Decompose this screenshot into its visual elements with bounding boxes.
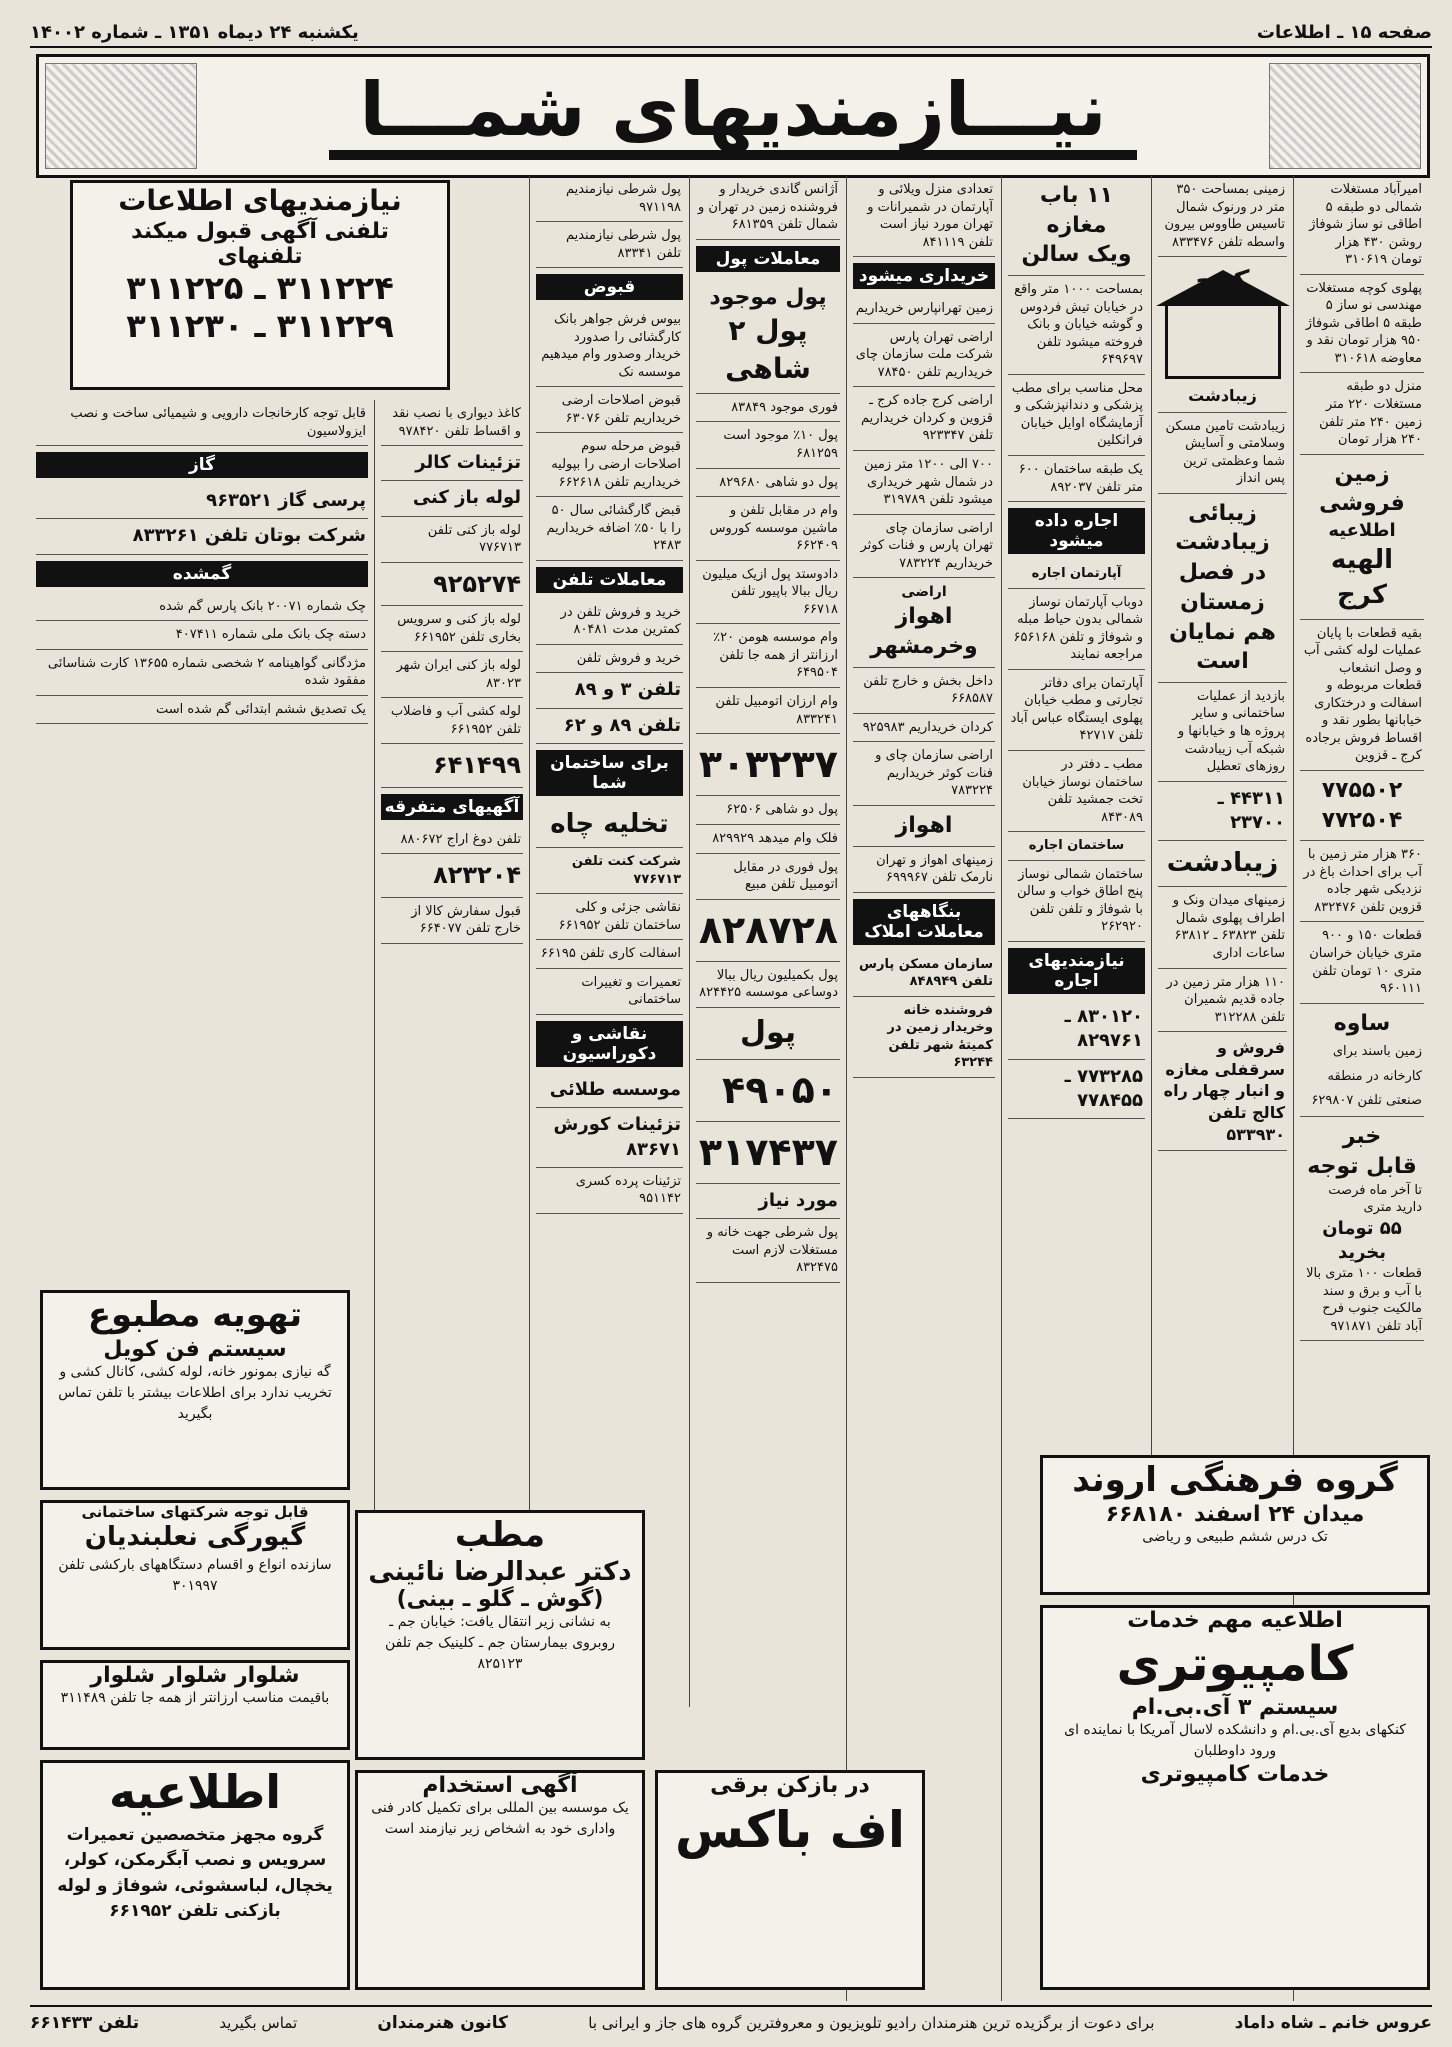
classified-ad: نقاشی جزئی و کلی ساختمان تلفن ۶۶۱۹۵۲: [536, 894, 683, 940]
ad-heading: پول موجود: [709, 284, 827, 310]
ad-heading: تلفن ۸۹ و ۶۲: [536, 709, 683, 744]
phone-block: [381, 854, 523, 897]
box-text: گروه مجهز متخصصین تعمیرات سرویس و نصب آبگرمکن، کولر، یخچال، لباسشوئی، شوفاژ و لوله بازکنی تلفن ۶۶۱۹۵۲: [57, 1824, 333, 1922]
classified-ad: اراضی کرج جاده کرج ـ قزوین و کردان خریداریم تلفن ۹۲۳۳۴۷: [853, 387, 995, 451]
box-text: باقیمت مناسب ارزانتر از همه جا تلفن ۳۱۱۴۸۹: [60, 1690, 330, 1706]
ad-heading: در فصل زمستان: [1178, 560, 1267, 615]
repair-notice-ad: [40, 1760, 350, 1990]
phone-block: [696, 1122, 840, 1184]
phone-number: ۷۷۵۵۰۲: [1321, 777, 1403, 803]
box-subtitle: سیستم فن کویل: [103, 1337, 287, 1363]
box-text: به نشانی زیر انتقال یافت: خیابان جم ـ روبروی بیمارستان جم ـ کلینیک جم تلفن ۸۲۵۱۲۳: [384, 1614, 616, 1673]
classified-ad: تعمیرات و تغییرات ساختمانی: [536, 969, 683, 1015]
classified-ad: دادوستد پول ازیک میلیون ریال ببالا باپیور تلفن ۶۶۷۱۸: [696, 561, 840, 625]
classified-ad: لوله باز کنی و سرویس بخاری تلفن ۶۶۱۹۵۲: [381, 606, 523, 652]
classified-ad: فلک وام میدهد ۸۲۹۹۲۹: [696, 825, 840, 854]
column-6: [529, 176, 689, 1547]
classified-ad: وام ارزان اتومبیل تلفن ۸۳۳۲۴۱: [696, 688, 840, 734]
phone-block: [1300, 771, 1424, 841]
page-label: صفحه ۱۵ ـ اطلاعات: [1256, 21, 1432, 43]
news-ad: [1300, 1117, 1424, 1341]
classified-ad: آپارتمان برای دفاتر تجارتی و مطب خیابان پهلوی ایستگاه عباس آباد تلفن ۴۲۷۱۷: [1008, 670, 1145, 751]
page-footer: [30, 2005, 1432, 2039]
phone-block: [381, 744, 523, 787]
classified-ad: خرید و فروش تلفن: [536, 645, 683, 674]
phone-number: ۳۱۷۴۳۷: [698, 1129, 838, 1174]
family-illustration-right: [1269, 63, 1421, 169]
cultural-group-ad: [1040, 1455, 1430, 1595]
classified-ad: فوری موجود ۸۳۸۴۹: [696, 394, 840, 423]
classified-ad: بقیه قطعات با پایان عملیات لوله کشی آب و وصل انشعاب قطعات مربوطه و اسفالت و درختکاری خیابانها بطور نقد و اقساط فروش برجاده کرج ـ قزوین: [1300, 620, 1424, 771]
classified-ad: بازدید از عملیات ساختمانی و سایر پروژه ها و خیابانها و شبکه آب زیبادشت روزهای تعطیل: [1158, 683, 1287, 782]
ad-heading: تلفن ۳ و ۸۹: [536, 673, 683, 708]
phone-number: ۶۴۱۴۹۹: [433, 751, 521, 780]
ad-heading: ۱۱ باب مغازه: [1039, 183, 1114, 238]
phone-block: [381, 563, 523, 606]
classified-ad: تزئینات کورش ۸۳۶۷۱: [536, 1108, 683, 1168]
classified-ad: پول بکمیلیون ریال ببالا دوساعی موسسه ۸۲۴۴۲۵: [696, 962, 840, 1008]
classified-ad: یک طبقه ساختمان ۶۰۰ متر تلفن ۸۹۲۰۳۷: [1008, 456, 1145, 502]
ahvaz-ad: [853, 578, 995, 667]
box-title: نیازمندیهای اطلاعات: [118, 184, 402, 217]
classified-ad: زمینهای اهواز و تهران نارمک تلفن ۶۹۹۹۶۷: [853, 847, 995, 893]
shops-ad: [1008, 176, 1145, 276]
ad-heading: قابل توجه: [1307, 1153, 1417, 1179]
section-heading: بنگاههای معاملات املاک: [853, 899, 995, 945]
construction-notice-ad: [40, 1500, 350, 1650]
classified-ad: ساختمان شمالی نوساز پنج اطاق خواب و سالن با شوفاژ و تلفن تلفن ۲۶۲۹۲۰: [1008, 861, 1145, 942]
land-sale-ad: [1300, 455, 1424, 620]
classified-ad: اراضی سازمان چای تهران پارس و فنات کوثر خریداریم ۷۸۳۲۲۴: [853, 515, 995, 579]
money-ad: [696, 278, 840, 394]
issue-label: یکشنبه ۲۴ دیماه ۱۳۵۱ ـ شماره ۱۴۰۰۲: [30, 21, 359, 43]
well-ad: [536, 802, 683, 848]
ad-heading: تخلیه چاه: [550, 808, 669, 839]
phone-number: ۷۷۲۵۰۴: [1321, 807, 1403, 833]
classified-ad: پول فوری در مقابل اتومبیل تلفن مبیع: [696, 854, 840, 900]
section-heading: نقاشی و دکوراسیون: [536, 1021, 683, 1067]
classified-ad: سازمان مسکن پارس تلفن ۸۴۸۹۴۹: [853, 951, 995, 997]
saveh-ad: [1300, 1004, 1424, 1118]
classified-ad: قبوض اصلاحات ارضی خریداریم تلفن ۶۳۰۷۶: [536, 387, 683, 433]
classified-ad: تلفن دوغ اراج ۸۸۰۶۷۲: [381, 826, 523, 855]
classified-ad: تعدادی منزل ویلائی و آپارتمان در شمیرانات و تهران مورد نیاز است تلفن ۸۴۱۱۱۹: [853, 176, 995, 257]
box-subtitle: گیورگی نعلبندیان: [84, 1522, 306, 1552]
section-heading: قبوض: [536, 274, 683, 300]
air-conditioning-ad: [40, 1290, 350, 1490]
classified-ad: ۱۱۰ هزار متر زمین در جاده قدیم شمیران تلفن ۳۱۲۲۸۸: [1158, 969, 1287, 1033]
classified-ad: پرسی گاز ۹۶۳۵۲۱: [36, 484, 368, 519]
phone-number: ۳۱۱۲۲۹ ـ ۳۱۱۲۳۰: [126, 307, 394, 346]
classified-ad: داخل بخش و خارج تلفن ۶۶۸۵۸۷: [853, 668, 995, 714]
classified-phone-info-box: [70, 180, 450, 390]
classified-ad: آژانس گاندی خریدار و فروشنده زمین در تهران و شمال تلفن ۶۸۱۳۵۹: [696, 176, 840, 240]
classified-ad: فروش و سرقفلی مغازه و انبار چهار راه کالج تلفن ۵۳۳۹۳۰: [1158, 1032, 1287, 1151]
section-banner: [36, 54, 1430, 178]
ad-heading: اهواز: [895, 604, 953, 630]
brand-name: زیبادشت: [1188, 385, 1257, 405]
ad-heading: زمین فروشی: [1319, 461, 1405, 517]
phone-block: [696, 1060, 840, 1122]
classified-ad: مژدگانی گواهینامه ۲ شخصی شماره ۱۳۶۵۵ کارت شناسائی مفقود شده: [36, 650, 368, 696]
section-heading: خریداری میشود: [853, 263, 995, 289]
classified-ad: منزل دو طبقه مستغلات ۲۲۰ متر زمین ۲۴۰ متر تلفن ۲۴۰ هزار تومان: [1300, 373, 1424, 454]
ad-heading: ساختمان اجاره: [1008, 832, 1145, 861]
ad-heading: تزئینات کالر: [381, 446, 523, 481]
phone-number: ۸۳۰۱۲۰ ـ ۸۲۹۷۶۱: [1008, 1000, 1145, 1060]
karaj-ad: [1158, 257, 1287, 412]
ad-heading: [696, 1008, 840, 1060]
column-2: [1151, 176, 1293, 1547]
ad-heading: اطلاعیه: [1328, 520, 1396, 542]
classified-ad: قبول سفارش کالا از خارج تلفن ۶۶۴۰۷۷: [381, 898, 523, 944]
page-header: [30, 18, 1432, 48]
ad-heading: لوله باز کنی: [381, 481, 523, 516]
phone-number: ۴۴۳۱۱ ـ ۲۳۷۰۰: [1158, 782, 1287, 842]
ad-heading: پول: [739, 1015, 797, 1050]
phone-number: ۸۲۸۷۲۸: [698, 907, 838, 952]
classified-ad: کردان خریداریم ۹۲۵۹۸۳: [853, 714, 995, 743]
trousers-ad: [40, 1660, 350, 1750]
ad-text: زمین باسند برای کارخانه در منطقه صنعتی تلفن ۶۲۹۸۰۷: [1311, 1044, 1422, 1108]
box-subtitle: سیستم ۳ آی.بی.ام: [1131, 1695, 1339, 1721]
ad-heading: الهیه کرج: [1330, 545, 1394, 611]
classified-ad: دسته چک بانک ملی شماره ۴۰۷۴۱۱: [36, 621, 368, 650]
reader-illustration-left: [45, 63, 197, 169]
classified-ad: قبوض مرحله سوم اصلاحات ارضی را بپولیه خریداریم تلفن ۶۶۲۶۱۸: [536, 433, 683, 497]
box-title: اف باکس: [675, 1801, 905, 1859]
classified-ad: محل مناسب برای مطب پزشکی و دندانپزشکی و آزمایشگاه اوایل خیابان فرانکلین: [1008, 375, 1145, 456]
house-logo-icon: [1165, 306, 1281, 379]
classified-ad: کاغذ دیواری با نصب نقد و اقساط تلفن ۹۷۸۴۲۰: [381, 400, 523, 446]
box-text: گه نیازی بمونور خانه، لوله کشی، کانال کشی و تخریب ندارد برای اطلاعات بیشتر با تلفن تماس بگیرید: [58, 1364, 332, 1423]
ad-heading: زیبائی زیبادشت: [1175, 500, 1270, 556]
box-text: سازنده انواع و اقسام دستگاههای بارکشی تلفن ۳۰۱۹۹۷: [58, 1556, 332, 1594]
classified-ad: خرید و فروش تلفن در کمترین مدت ۸۰۴۸۱: [536, 599, 683, 645]
classified-ad: وام در مقابل تلفن و ماشین موسسه کوروس ۶۶۲۴۰۹: [696, 497, 840, 561]
box-text: یک موسسه بین المللی برای تکمیل کادر فنی واداری خود به اشخاص زیر نیازمند است: [371, 1800, 629, 1837]
classified-ad: پول ۱۰٪ موجود است ۶۸۱۲۵۹: [696, 422, 840, 468]
phone-number: ۹۲۵۲۷۴: [433, 569, 521, 598]
door-opener-ad: [655, 1770, 925, 1990]
classified-ad: قبض گارگشائی سال ۵۰ را با ۵۰٪ اضافه خریداریم ۲۴۸۳: [536, 497, 683, 561]
column-7: [374, 400, 529, 1547]
classified-ad: ۷۰۰ الی ۱۲۰۰ متر زمین در شمال شهر خریداری میشود تلفن ۳۱۹۷۸۹: [853, 451, 995, 515]
ad-heading: خبر: [1342, 1124, 1382, 1150]
classified-ad: بیوس فرش جواهر بانک کارگشائی را صدورد خریدار وصدور وام میدهیم موسسه نک: [536, 306, 683, 387]
classified-ad: ۳۶۰ هزار متر زمین با آب برای احداث باغ در نزدیکی شهر جاده قزوین تلفن ۸۳۲۴۷۶: [1300, 841, 1424, 922]
footer-text: برای دعوت از برگزیده ترین هنرمندان رادیو تلویزیون و معروفترین گروه های جاز و ایرانی با: [588, 2014, 1155, 2032]
classified-ad: پول دو شاهی ۶۲۵۰۶: [696, 796, 840, 825]
phone-block: [696, 734, 840, 796]
ad-heading: اهواز: [895, 812, 953, 838]
box-subtitle: میدان ۲۴ اسفند ۶۶۸۱۸۰: [1105, 1502, 1365, 1528]
classified-ad: قطعات ۱۵۰ و ۹۰۰ متری خیابان خراسان متری ۱۰ تومان تلفن ۹۶۰۱۱۱: [1300, 922, 1424, 1003]
classified-ad: زمین تهرانپارس خریداریم: [853, 295, 995, 324]
column-8: [30, 400, 374, 1267]
classified-ad: پول شرطی جهت خانه و مستغلات لازم است ۸۳۲۴۷۵: [696, 1219, 840, 1283]
section-heading: آگهیهای متفرقه: [381, 794, 523, 820]
classified-ad: موسسه طلائی: [536, 1073, 683, 1108]
classified-ad: اراضی تهران پارس شرکت ملت سازمان چای خریداریم تلفن ۷۸۴۵۰: [853, 324, 995, 388]
box-title: اطلاعیه مهم خدمات: [1127, 1608, 1343, 1633]
ad-heading: اراضی: [901, 584, 947, 601]
box-subtitle: در بازکن برقی: [710, 1773, 870, 1798]
phone-number: ۳۱۱۲۲۴ ـ ۳۱۱۲۲۵: [126, 269, 394, 308]
doctor-name: دکتر عبدالرضا نائینی: [368, 1557, 632, 1588]
ad-heading: مورد نیاز: [696, 1184, 840, 1219]
classified-ad: وام موسسه هومن ۲۰٪ ارزانتر از همه جا تلفن ۶۴۹۵۰۴: [696, 624, 840, 688]
classified-ad: تزئینات پرده کسری ۹۵۱۱۴۲: [536, 1168, 683, 1214]
phone-number: ۳۰۳۲۳۷: [698, 742, 838, 787]
phone-number: ۴۹۰۵۰: [722, 1067, 838, 1112]
classified-ad: لوله باز کنی تلفن ۷۷۶۷۱۳: [381, 517, 523, 563]
ad-heading: هم نمایان است: [1169, 619, 1276, 675]
ad-heading: آپارتمان اجاره: [1008, 560, 1145, 589]
section-heading: گمشده: [36, 561, 368, 587]
classified-ad: بمساحت ۱۰۰۰ متر واقع در خیابان تیش فردوس و گوشه خیابان و بانک فروخته میشود تلفن ۶۴۹۶۹۷: [1008, 276, 1145, 375]
footer-wedding-label: عروس خانم ـ شاه داماد: [1234, 2013, 1432, 2033]
ad-heading: پول ۲ شاهی: [725, 314, 811, 386]
classified-ad: لوله کشی آب و فاضلاب تلفن ۶۶۱۹۵۲: [381, 698, 523, 744]
ad-heading: کرج: [1195, 264, 1250, 298]
classified-ad: فروشنده خانه وخریدار زمین در کمیتۀ شهر تلفن ۶۳۲۴۴: [853, 997, 995, 1078]
section-heading: برای ساختمان شما: [536, 750, 683, 796]
box-title: قابل توجه شرکتهای ساختمانی: [81, 1503, 309, 1521]
ad-heading: ساوه: [1333, 1010, 1391, 1036]
classified-ad: شرکت بوتان تلفن ۸۳۳۲۶۱: [36, 519, 368, 554]
box-text: کنکهای بدیع آی.بی.ام و دانشکده لاسال آمریکا با نماینده ای ورود داوطلبان: [1064, 1722, 1406, 1760]
section-heading: معاملات پول: [696, 246, 840, 272]
classified-ad: شرکت کنت تلفن ۷۷۶۷۱۳: [536, 848, 683, 894]
phone-number: ۸۲۳۲۰۴: [433, 861, 521, 890]
computer-services-ad: [1040, 1605, 1430, 1990]
classified-ad: یک تصدیق ششم ابتدائی گم شده است: [36, 696, 368, 725]
employment-ad: [355, 1770, 645, 1990]
classified-ad: اراضی سازمان چای و فنات کوثر خریداریم ۷۸۳۲۲۴: [853, 742, 995, 806]
section-title: نیـــازمندیهای شمـــا: [329, 72, 1136, 160]
ad-price: ۵۵ تومان بخرید: [1322, 1217, 1402, 1263]
classified-ad: لوله باز کنی ایران شهر ۸۳۰۲۳: [381, 652, 523, 698]
classified-ad: مطب ـ دفتر در ساختمان نوساز خیابان تخت جمشید تلفن ۸۴۳۰۸۹: [1008, 751, 1145, 832]
phone-number: ۷۷۳۲۸۵ ـ ۷۷۸۴۵۵: [1008, 1060, 1145, 1120]
ad-heading: وخرمشهر: [870, 633, 978, 659]
classified-ad: پول شرطی نیازمندیم تلفن ۸۳۳۴۱: [536, 222, 683, 268]
classified-ad: پهلوی کوچه مستغلات مهندسی نو ساز ۵ طبقه ۵ اطاقی شوفاژ ۹۵۰ هزار تومان نقد و معاوضه ۳۱۰۶۱۸: [1300, 275, 1424, 374]
ad-heading: زیبادشت: [1166, 848, 1279, 879]
classified-ad: اسفالت کاری تلفن ۶۶۱۹۵: [536, 940, 683, 969]
section-heading: نیازمندیهای اجاره: [1008, 948, 1145, 994]
box-text: تک درس ششم طبیعی و ریاضی: [1142, 1529, 1328, 1546]
classified-ad: امیرآباد مستغلات شمالی دو طبقه ۵ اطاقی نو ساز شوفاژ روشن ۴۳۰ هزار تومان ۳۱۰۶۱۹: [1300, 176, 1424, 275]
classified-ad: پول دو شاهی ۸۲۹۶۸۰: [696, 469, 840, 498]
box-title: شلوار شلوار شلوار: [90, 1663, 300, 1688]
box-title: تهویه مطبوع: [87, 1295, 303, 1335]
classified-ad: زمینهای میدان ونک و اطراف پهلوی شمال تلفن ۶۳۸۲۳ ـ ۶۳۸۱۲ ساعات اداری: [1158, 887, 1287, 968]
box-title: مطب: [454, 1515, 546, 1555]
column-5: [689, 176, 846, 1707]
classified-ad: دوباب آپارتمان نوساز شمالی بدون حیاط مبله و شوفاژ و تلفن ۶۵۶۱۶۸ مراجعه نمایند: [1008, 589, 1145, 670]
classified-ad: زیبادشت تامین مسکن وسلامتی و آسایش شما وعظمتی ترین پس انداز: [1158, 413, 1287, 494]
classified-ad: چک شماره ۲۰۰۷۱ بانک پارس گم شده: [36, 593, 368, 622]
footer-brand: کانون هنرمندان: [377, 2013, 509, 2033]
ad-heading: [853, 806, 995, 847]
ad-text: تا آخر ماه فرصت دارید متری: [1328, 1182, 1422, 1216]
box-title: آگهی استخدام: [422, 1773, 578, 1798]
zibadasht-ad: [1158, 494, 1287, 683]
zibadasht-heading: [1158, 841, 1287, 887]
phone-block: [696, 900, 840, 962]
doctor-office-ad: [355, 1510, 645, 1760]
box-big-title: کامپیوتری: [1116, 1636, 1354, 1692]
footer-call: تماس بگیرید: [219, 2014, 298, 2032]
ad-text: قطعات ۱۰۰ متری بالا با آب و برق و سند مالکیت جنوب فرح آباد تلفن ۹۷۱۸۷۱: [1306, 1266, 1422, 1334]
box-title: اطلاعیه: [108, 1765, 282, 1819]
classified-ad: قابل توجه کارخانجات دارویی و شیمیائی ساخت و نصب ایزولاسیون: [36, 400, 368, 446]
section-heading: گاز: [36, 452, 368, 478]
classified-ad: زمینی بمساحت ۳۵۰ متر در ورنوک شمال تاسیس طاووس بیرون واسطه تلفن ۸۳۳۴۷۶: [1158, 176, 1287, 257]
section-heading: معاملات تلفن: [536, 567, 683, 593]
box-label: تلفنهای: [217, 244, 303, 270]
ad-heading: ویک سالن: [1021, 242, 1132, 268]
box-title: گروه فرهنگی اروند: [1072, 1460, 1398, 1500]
box-footer: خدمات کامپیوتری: [1140, 1762, 1330, 1788]
column-4: [846, 176, 1001, 2001]
classified-ad: پول شرطی نیازمندیم ۹۷۱۱۹۸: [536, 176, 683, 222]
doctor-specialty: (گوش ـ گلو ـ بینی): [396, 1587, 604, 1613]
footer-phone: تلفن ۶۶۱۴۳۳: [30, 2013, 140, 2033]
box-subtitle: تلفنی آگهی قبول میکند: [131, 219, 389, 245]
section-heading: اجاره داده میشود: [1008, 508, 1145, 554]
